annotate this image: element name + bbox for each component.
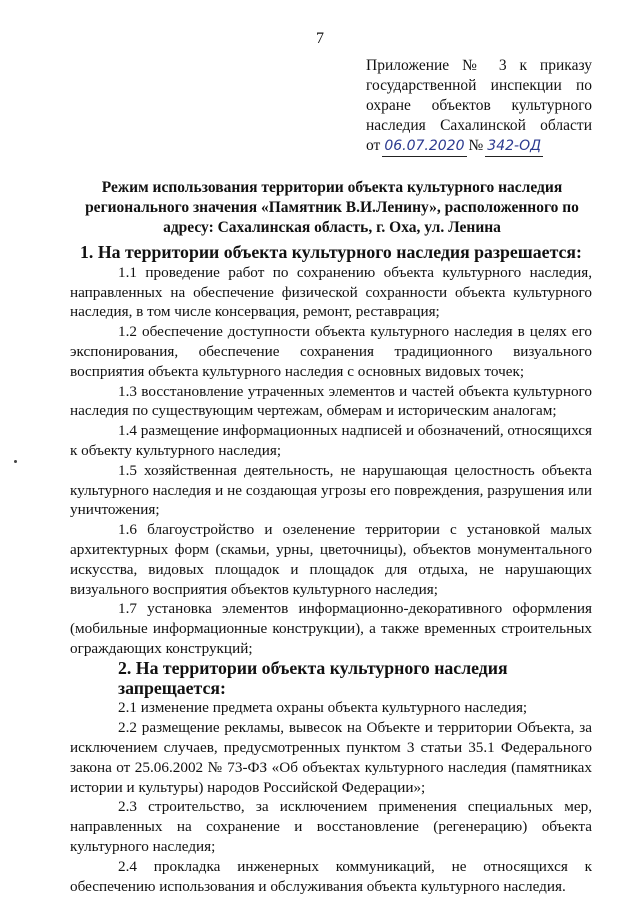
- scan-speck: [14, 460, 17, 463]
- order-date: 06.07.2020: [382, 136, 466, 157]
- list-item: 2.1 изменение предмета охраны объекта культурного наследия;: [118, 699, 528, 717]
- document-body: [70, 243, 592, 896]
- appendix-line: Приложение № 3 к приказу: [366, 57, 592, 74]
- list-item: 1.6 благоустройство и озеленение территории с установкой малых архитектурных форм (скамьи, урны, цветочницы), объектов монументального искусства, видовых площадок и площадок для отдыха, не нарушающих визуального восприятия объектов культурного наследия;: [70, 521, 592, 598]
- list-item: 1.2 обеспечение доступности объекта культурного наследия в целях его экспонирования, обеспечение сохранения традиционного визуального восприятия объекта культурного наследия с основных видовых точек;: [70, 323, 592, 380]
- appendix-line: охране объектов культурного: [366, 97, 592, 114]
- order-number-sign: №: [468, 137, 484, 154]
- list-item: 2.4 прокладка инженерных коммуникаций, не относящихся к обеспечению использования и обслуживания объекта культурного наследия.: [70, 857, 592, 895]
- document-title: Режим использования территории объекта культурного наследия регионального значения «Памятник В.И.Ленину», расположенного по адресу: Сахалинская область, г. Оха, ул. Ленина: [85, 179, 579, 236]
- list-item: 1.4 размещение информационных надписей и обозначений, относящихся к объекту культурного наследия;: [70, 422, 592, 459]
- list-item: 2.3 строительство, за исключением применения специальных мер, направленных на сохранение и восстановление (регенерацию) объекта культурного наследия;: [70, 798, 592, 855]
- list-item: 1.7 установка элементов информационно-декоративного оформления (мобильные информационные конструкции), а также временных строительных ограждающих конструкций;: [70, 600, 592, 657]
- order-number: 342-ОД: [485, 136, 543, 157]
- list-item: 1.1 проведение работ по сохранению объекта культурного наследия, направленных на обеспечение физической сохранности объекта культурного наследия, в том числе консервация, ремонт, реставрация;: [70, 263, 592, 321]
- appendix-line: наследия Сахалинской области: [366, 117, 592, 134]
- order-prefix: от: [366, 137, 381, 154]
- order-date-number: [366, 136, 592, 157]
- list-item: 1.5 хозяйственная деятельность, не нарушающая целостность объекта культурного наследия и не создающая угрозы его повреждения, разрушения или уничтожения;: [70, 461, 592, 519]
- page-number: 7: [316, 30, 324, 47]
- appendix-block: [366, 56, 592, 157]
- list-item: 2.2 размещение рекламы, вывесок на Объекте и территории Объекта, за исключением случаев, предусмотренных пунктом 3 статьи 35.1 Федерального закона от 25.06.2002 № 73-ФЗ «Об объектах культурного наследия (памятниках истории и культуры) народов Российской Федерации»;: [70, 719, 592, 796]
- appendix-line: государственной инспекции по: [366, 77, 592, 94]
- section-1-heading: 1. На территории объекта культурного наследия разрешается:: [80, 242, 582, 262]
- list-item: 1.3 восстановление утраченных элементов и частей объекта культурного наследия по существующим чертежам, обмерам и историческим аналогам;: [70, 382, 592, 420]
- section-2-heading: 2. На территории объекта культурного наследия запрещается:: [118, 657, 508, 698]
